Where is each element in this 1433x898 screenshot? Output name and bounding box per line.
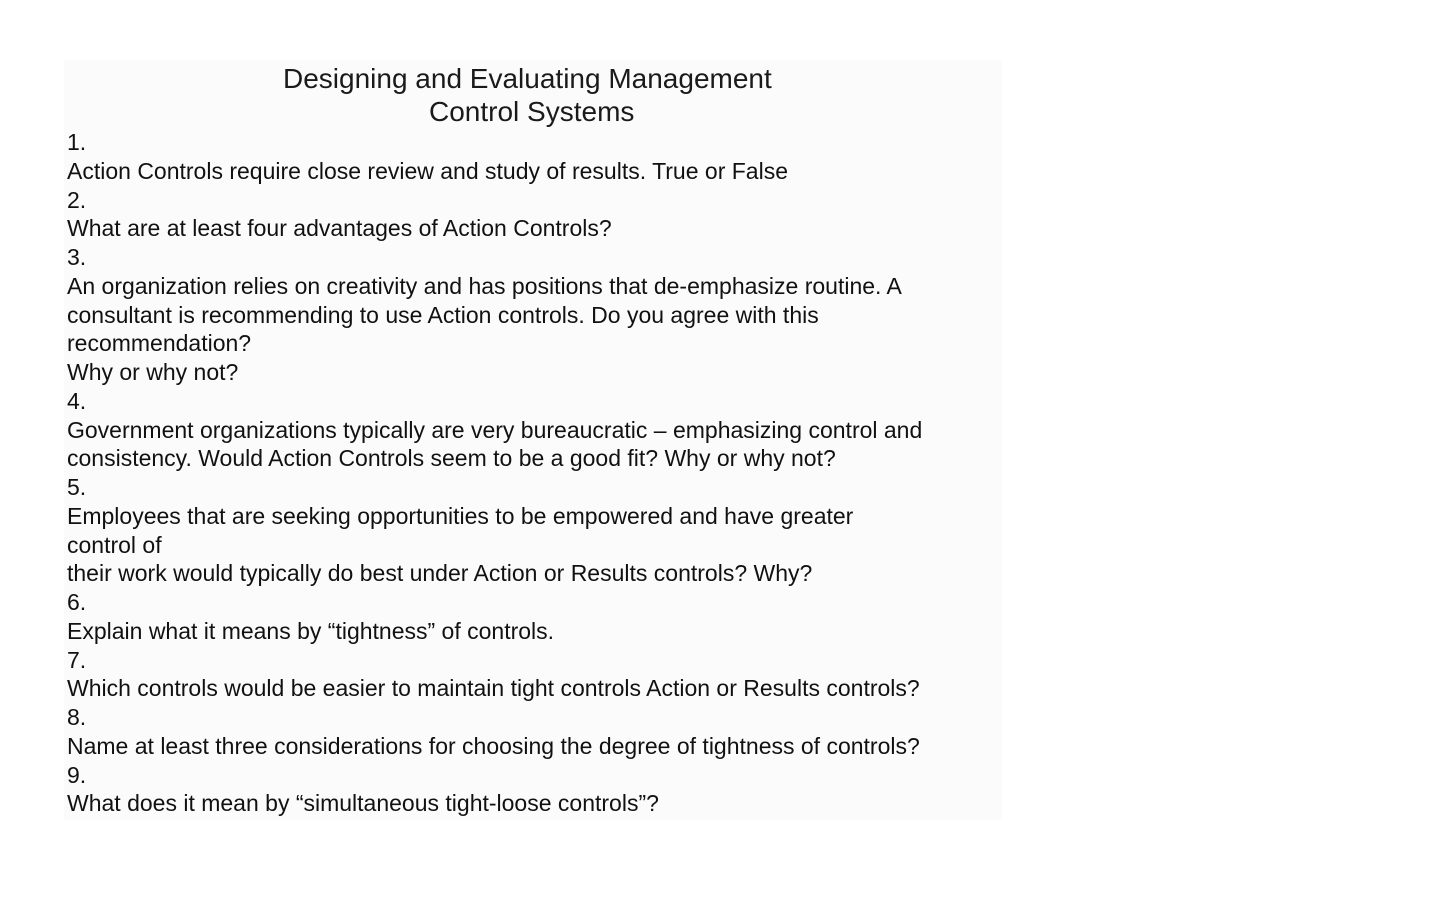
question-8-number: 8. (67, 704, 87, 730)
question-2-number: 2. (67, 187, 87, 213)
question-6-text: Explain what it means by “tightness” of controls. (67, 618, 555, 644)
document-page (64, 60, 1002, 820)
question-7-number: 7. (67, 647, 87, 673)
question-1-number: 1. (67, 129, 87, 155)
question-5-number: 5. (67, 474, 87, 500)
question-5-text-line-2: control of (67, 532, 162, 558)
question-5-text-line-3: their work would typically do best under Action or Results controls? Why? (67, 560, 813, 586)
question-8-text: Name at least three considerations for choosing the degree of tightness of controls? (67, 733, 920, 759)
question-4-number: 4. (67, 388, 87, 414)
question-9-number: 9. (67, 762, 87, 788)
question-5-text-line-1: Employees that are seeking opportunities to be empowered and have greater (67, 503, 854, 529)
question-1-text: Action Controls require close review and study of results. True or False (67, 158, 788, 184)
question-9-text: What does it mean by “simultaneous tight-loose controls”? (67, 790, 659, 816)
question-2-text: What are at least four advantages of Action Controls? (67, 215, 612, 241)
question-3-text-line-1: An organization relies on creativity and has positions that de-emphasize routine. A (67, 273, 902, 299)
question-7-text: Which controls would be easier to maintain tight controls Action or Results controls? (67, 675, 920, 701)
question-3-text-line-4: Why or why not? (67, 359, 239, 385)
question-4-text-line-2: consistency. Would Action Controls seem to be a good fit? Why or why not? (67, 445, 836, 471)
question-4-text-line-1: Government organizations typically are very bureaucratic – emphasizing control and (67, 417, 923, 443)
document-title-line-1: Designing and Evaluating Management (283, 63, 772, 94)
question-3-number: 3. (67, 244, 87, 270)
question-3-text-line-2: consultant is recommending to use Action controls. Do you agree with this (67, 302, 819, 328)
document-title-line-2: Control Systems (429, 96, 635, 127)
question-6-number: 6. (67, 589, 87, 615)
question-3-text-line-3: recommendation? (67, 330, 252, 356)
